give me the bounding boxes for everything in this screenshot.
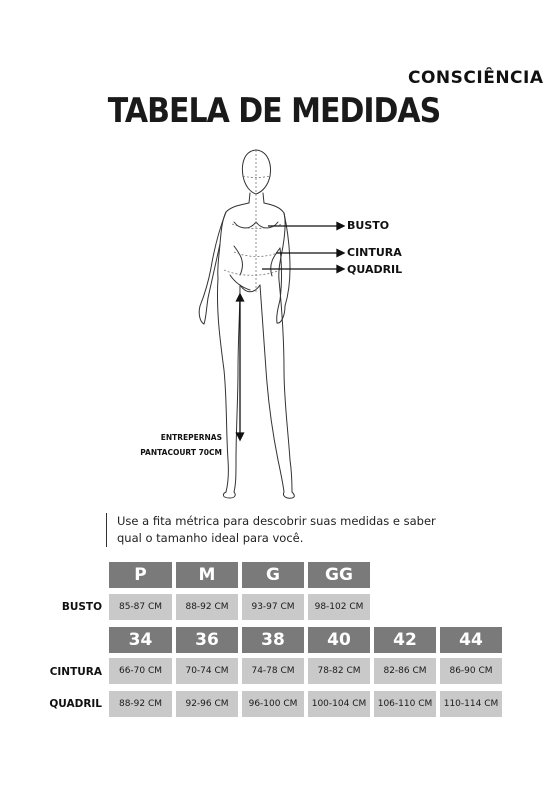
quadril-cell-36: 92-96 CM <box>176 691 238 717</box>
waist-label: CINTURA <box>347 246 402 259</box>
busto-cell-gg: 98-102 CM <box>308 594 370 620</box>
pantacourt-label: PANTACOURT 70CM <box>140 448 222 457</box>
cintura-cell-36: 70-74 CM <box>176 658 238 684</box>
size-header-42: 42 <box>374 627 436 653</box>
size-header-m: M <box>176 562 238 588</box>
size-header-gg: GG <box>308 562 370 588</box>
size-header-44: 44 <box>440 627 502 653</box>
quadril-cell-42: 106-110 CM <box>374 691 436 717</box>
size-header-g: G <box>242 562 304 588</box>
size-header-34: 34 <box>109 627 172 653</box>
size-header-p: P <box>109 562 172 588</box>
brand-logo: CONSCIÊNCIA <box>408 68 544 88</box>
body-figure-illustration <box>0 140 548 500</box>
busto-cell-p: 85-87 CM <box>109 594 172 620</box>
page-title: TABELA DE MEDIDAS <box>107 92 441 132</box>
intro-text: Use a fita métrica para descobrir suas medidas e saber qual o tamanho ideal para você. <box>106 513 437 547</box>
cintura-cell-34: 66-70 CM <box>109 658 172 684</box>
row-label-cintura: CINTURA <box>49 666 102 678</box>
row-label-quadril: QUADRIL <box>49 698 102 710</box>
quadril-cell-44: 110-114 CM <box>440 691 502 717</box>
quadril-cell-38: 96-100 CM <box>242 691 304 717</box>
busto-cell-g: 93-97 CM <box>242 594 304 620</box>
cintura-cell-38: 74-78 CM <box>242 658 304 684</box>
quadril-cell-34: 88-92 CM <box>109 691 172 717</box>
busto-cell-m: 88-92 CM <box>176 594 238 620</box>
size-header-40: 40 <box>308 627 370 653</box>
cintura-cell-42: 82-86 CM <box>374 658 436 684</box>
cintura-cell-44: 86-90 CM <box>440 658 502 684</box>
cintura-cell-40: 78-82 CM <box>308 658 370 684</box>
size-header-38: 38 <box>242 627 304 653</box>
inseam-label: ENTREPERNAS <box>160 433 222 442</box>
bust-label: BUSTO <box>347 219 390 232</box>
hip-label: QUADRIL <box>347 263 403 276</box>
size-header-36: 36 <box>176 627 238 653</box>
quadril-cell-40: 100-104 CM <box>308 691 370 717</box>
row-label-busto: BUSTO <box>61 601 102 613</box>
